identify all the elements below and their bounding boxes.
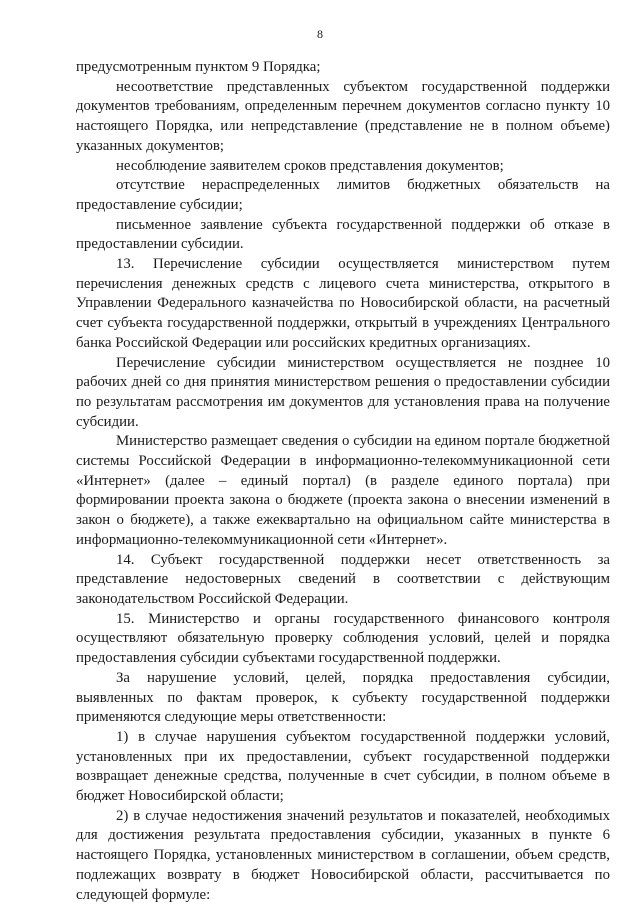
paragraph: отсутствие нераспределенных лимитов бюджетных обязательств на предоставление субсидии; (76, 177, 610, 213)
paragraph: несоответствие представленных субъектом государственной поддержки документов требованиям, определенным перечнем документов согласно пункту 10 настоящего Порядка, или непредставление (представление не в полном объеме) указанных документов; (76, 78, 610, 154)
paragraph: Перечисление субсидии министерством осуществляется не позднее 10 рабочих дней со дня принятия министерством решения о предоставлении субсидии по результатам рассмотрения им документов для установления права на получение субсидии. (76, 354, 610, 430)
paragraph: несоблюдение заявителем сроков представления документов; (116, 157, 504, 174)
page-number: 8 (317, 27, 323, 41)
paragraph: 1) в случае нарушения субъектом государственной поддержки условий, установленных при их предоставлении, субъект государственной поддержки возвращает денежные средства, полученные в счет субсидии, в полном объеме в бюджет Новосибирской области; (76, 728, 610, 805)
body-text (76, 58, 610, 905)
paragraph: 14. Субъект государственной поддержки несет ответственность за представление недостоверных сведений в соответствии с действующим законодательством Российской Федерации. (76, 551, 610, 607)
paragraph: За нарушение условий, целей, порядка предоставления субсидии, выявленных по фактам проверок, к субъекту государственной поддержки применяются следующие меры ответственности: (76, 669, 610, 726)
paragraph: 13. Перечисление субсидии осуществляется министерством путем перечисления денежных средств с лицевого счета министерства, открытого в Управлении Федерального казначейства по Новосибирской области, на расчетный счет субъекта государственной поддержки, открытый в учреждениях Центрального банка Российской Федерации или российских кредитных организациях. (76, 256, 610, 351)
paragraph: 15. Министерство и органы государственного финансового контроля осуществляют обязательную проверку соблюдения условий, целей и порядка предоставления субсидии субъектами государственной поддержки. (76, 610, 610, 667)
paragraph: предусмотренным пунктом 9 Порядка; (76, 59, 321, 75)
paragraph: 2) в случае недостижения значений результатов и показателей, необходимых для достижения результата предоставления субсидии, указанных в пункте 6 настоящего Порядка, установленных министерством в соглашении, объем средств, подлежащих возврату в бюджет Новосибирской области, рассчитывается по следующей формуле: (76, 807, 610, 903)
paragraph: письменное заявление субъекта государственной поддержки об отказе в предоставлении субсидии. (76, 216, 610, 253)
paragraph: Министерство размещает сведения о субсидии на едином портале бюджетной системы Российской Федерации в информационно-телекоммуникационной сети «Интернет» (далее – единый портал) (в разделе единого портала) при формировании проекта закона о бюджете (проекта закона о внесении изменений в закон о бюджете), а также ежеквартально на официальном сайте министерства в информационно-телекоммуникационной сети «Интернет». (76, 433, 610, 548)
